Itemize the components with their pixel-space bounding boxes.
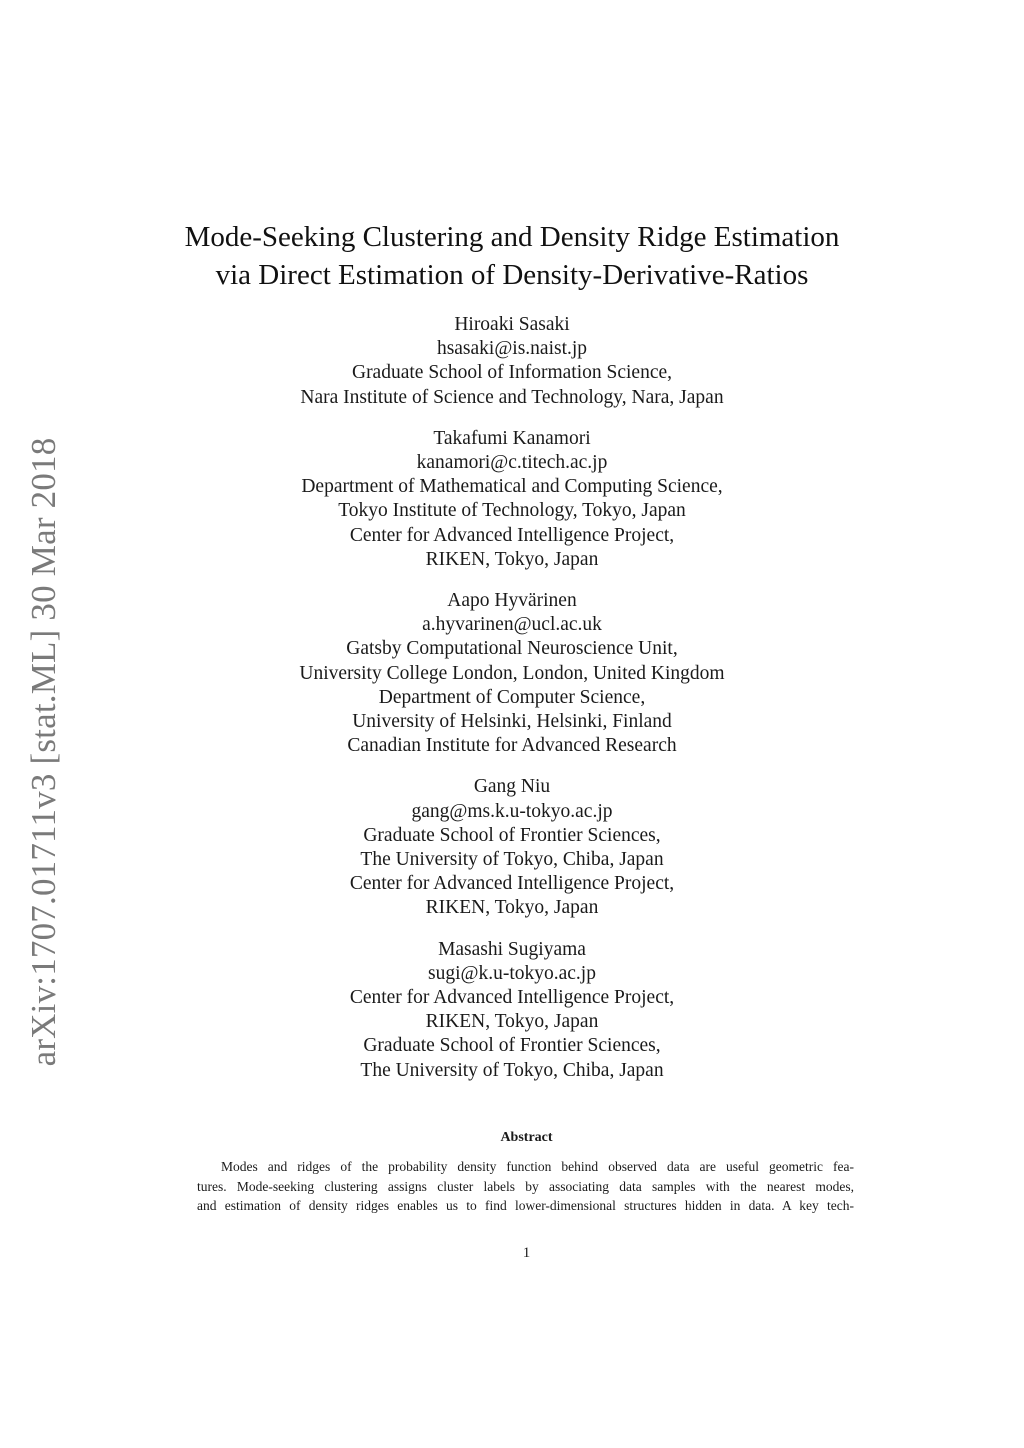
title-line-2: via Direct Estimation of Density-Derivative-Ratios [215,259,809,291]
author-block-niu [0,775,1024,920]
paper-title [0,218,1024,294]
author-affiliation: Gatsby Computational Neuroscience Unit, [346,638,678,660]
author-list [0,313,1024,1100]
author-affiliation: Center for Advanced Intelligence Project, [349,873,675,895]
abstract-body [197,1157,854,1216]
author-name: Masashi Sugiyama [438,938,586,960]
author-name: Hiroaki Sasaki [454,314,570,335]
author-block-sasaki [0,313,1024,410]
author-affiliation: Center for Advanced Intelligence Project, [349,987,675,1009]
author-affiliation: University of Helsinki, Helsinki, Finland [352,711,672,733]
author-block-sugiyama [0,938,1024,1083]
arxiv-identifier-stamp: arXiv:1707.01711v3 [stat.ML] 30 Mar 2018 [24,437,63,1067]
author-affiliation: Graduate School of Information Science, [351,362,673,384]
author-name: Gang Niu [473,776,551,798]
author-affiliation: Canadian Institute for Advanced Research [347,735,677,757]
author-affiliation: Center for Advanced Intelligence Project, [349,524,675,546]
author-affiliation: Graduate School of Frontier Sciences, [363,1035,661,1057]
abstract-line: and estimation of density ridges enables us to find lower-dimensional structures hidden in data. A key tech- [197,1198,854,1214]
author-affiliation: RIKEN, Tokyo, Japan [425,548,599,570]
author-affiliation: RIKEN, Tokyo, Japan [425,1011,599,1033]
author-email: hsasaki@is.naist.jp [436,338,588,360]
author-affiliation: Tokyo Institute of Technology, Tokyo, Japan [338,500,686,522]
author-affiliation: Graduate School of Frontier Sciences, [363,824,661,846]
author-email: a.hyvarinen@ucl.ac.uk [422,614,602,636]
author-block-hyvarinen [0,589,1024,758]
author-affiliation: Nara Institute of Science and Technology, Nara, Japan [300,386,724,408]
author-name: Takafumi Kanamori [433,427,591,449]
author-email: kanamori@c.titech.ac.jp [416,452,608,474]
author-affiliation: RIKEN, Tokyo, Japan [425,897,599,919]
abstract-line: tures. Mode-seeking clustering assigns cluster labels by associating data samples with the nearest modes, [197,1178,854,1194]
author-email: gang@ms.k.u-tokyo.ac.jp [411,800,613,822]
author-affiliation: The University of Tokyo, Chiba, Japan [360,849,664,871]
abstract-heading: Abstract [500,1130,553,1145]
author-email: sugi@k.u-tokyo.ac.jp [428,962,596,984]
author-block-kanamori [0,427,1024,572]
author-name: Aapo Hyvärinen [447,590,577,612]
page-number: 1 [522,1245,531,1261]
author-affiliation: Department of Computer Science, [378,686,646,708]
author-affiliation: Department of Mathematical and Computing Science, [301,476,723,498]
author-affiliation: University College London, London, United Kingdom [299,662,725,684]
title-line-1: Mode-Seeking Clustering and Density Ridge Estimation [184,221,840,253]
author-affiliation: The University of Tokyo, Chiba, Japan [360,1059,664,1081]
abstract-line: Modes and ridges of the probability density function behind observed data are useful geometric fea- [221,1159,854,1174]
